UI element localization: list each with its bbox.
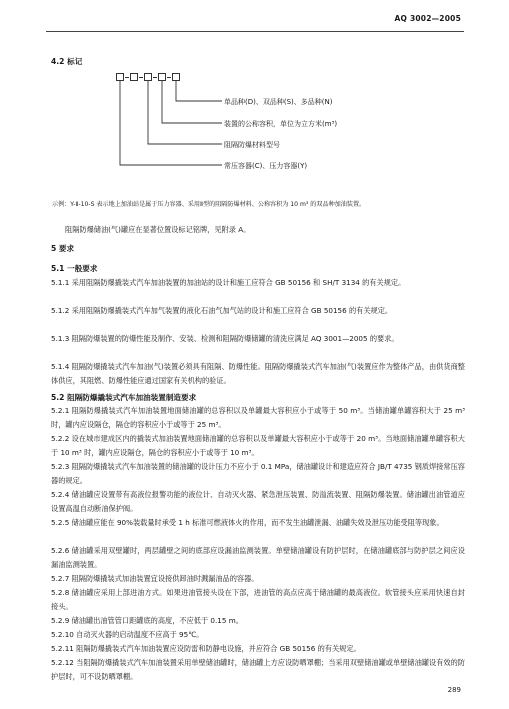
annotation-volume: 装置的公称容积，单位为立方米(m³) bbox=[224, 120, 338, 128]
annotation-variety: 单品种(D)、双品种(S)、多品种(N) bbox=[224, 98, 333, 106]
paragraph-5-2-11: 5.2.11 阻隔防爆撬装式汽车加油装置应设防雷和防静电设施，并应符合 GB 50156 的有关规定。 bbox=[51, 644, 361, 653]
marking-code-diagram bbox=[116, 73, 416, 193]
paragraph-5-2-8: 5.2.8 储油罐应采用上部进油方式。如果进油管接头设在下部，进油管的高点应高于储油罐的最高液位。软管接头应采用快速自封接头。 bbox=[51, 588, 465, 611]
paragraph-5-2-5: 5.2.5 储油罐应能在 90%装载量时承受 1 h 标准可燃液体火的作用，而不发生油罐泄漏、油罐失效及泄压功能受阻等现象。 bbox=[51, 518, 444, 527]
paragraph-5-1-1: 5.1.1 采用阻隔防爆撬装式汽车加油装置的加油站的设计和施工应符合 GB 50156 和 SH/T 3134 的有关规定。 bbox=[51, 278, 406, 287]
annotation-material-type: 阻隔防爆材料型号 bbox=[224, 141, 280, 149]
paragraph-5-2-9: 5.2.9 储油罐出油管管口距罐底的高度，不应低于 0.15 m。 bbox=[51, 616, 243, 625]
standard-code: AQ 3002—2005 bbox=[394, 14, 461, 23]
section-5-1-heading: 5.1 一般要求 bbox=[51, 264, 98, 273]
paragraph-5-2-1: 5.2.1 阻隔防爆撬装式汽车加油装置地面储油罐的总容积以及单罐最大容积应小于或等于 50 m³。当储油罐单罐容积大于 25 m³ 时，罐内应设隔仓，隔仓的容积应小于或等于 25 m³。 bbox=[51, 406, 465, 429]
page-number: 289 bbox=[447, 686, 461, 694]
paragraph-5-1-4: 5.1.4 阻隔防爆撬装式汽车加油(气)装置必须具有阻隔、防爆性能。阻隔防爆撬装式汽车加油(气)装置应作为整体产品，由供货商整体供应，其阻燃、防爆性能应通过国家有关机构的验证。 bbox=[51, 362, 465, 385]
paragraph-5-1-3: 5.1.3 阻隔防爆装置的防爆性能及制作、安装、检测和阻隔防爆储罐的清洗应满足 AQ 3001—2005 的要求。 bbox=[51, 334, 399, 343]
example-note: 示例：Y-Ⅱ-10-S 表示地上加油站是属于压力容器、采用Ⅱ型的阻隔防爆材料、公称容积为 10 m³ 的双品种加油装置。 bbox=[52, 201, 366, 208]
paragraph-5-2-12: 5.2.12 当阻隔防爆撬装式汽车加油装置采用单壁储油罐时，储油罐上方应设防晒罩棚；当采用双壁储油罐或单壁储油罐设有效的防护层时，可不设防晒罩棚。 bbox=[51, 658, 465, 681]
code-leader-lines bbox=[116, 73, 416, 193]
marking-plate-note: 阻隔防爆储油(气)罐应在显著位置设标记铭牌，见附录 A。 bbox=[65, 225, 251, 234]
header-rule bbox=[46, 31, 464, 32]
annotation-vessel-type: 常压容器(C)、压力容器(Y) bbox=[224, 162, 308, 170]
paragraph-5-2-6: 5.2.6 储油罐采用双壁罐时，两层罐壁之间的底部应设漏油监测装置。单壁储油罐设有防护层时，在储油罐底部与防护层之间应设漏油监测装置。 bbox=[51, 546, 465, 569]
paragraph-5-2-7: 5.2.7 阻隔防爆撬装式加油装置宜设接供卸油时溅漏油品的容器。 bbox=[51, 574, 259, 583]
paragraph-5-1-2: 5.1.2 采用阻隔防爆撬装式汽车加气装置的液化石油气加气站的设计和施工应符合 GB 50156 的有关规定。 bbox=[51, 306, 393, 315]
section-5-heading: 5 要求 bbox=[51, 244, 75, 253]
paragraph-5-2-4: 5.2.4 储油罐应设置带有高液位报警功能的液位计、自动灭火器、紧急泄压装置、防溢流装置、阻隔防爆装置。储油罐出油管道应设置高温自动断油保护阀。 bbox=[51, 490, 465, 513]
section-4-2-heading: 4.2 标记 bbox=[51, 57, 83, 66]
paragraph-5-2-3: 5.2.3 阻隔防爆撬装式汽车加油装置的储油罐的设计压力不应小于 0.1 MPa，储油罐设计和建造应符合 JB/T 4735 钢质焊接常压容器的规定。 bbox=[51, 462, 465, 485]
section-5-2-heading: 5.2 阻隔防爆撬装式汽车加油装置制造要求 bbox=[51, 393, 197, 402]
paragraph-5-2-2: 5.2.2 设在城市建成区内的撬装式加油装置地面储油罐的总容积以及单罐最大容积应小于或等于 20 m³。当地面储油罐单罐容积大于 10 m³ 时，罐内应设隔仓，隔仓的容积应小于或等于 10 m³。 bbox=[51, 434, 465, 457]
paragraph-5-2-10: 5.2.10 自动灭火器的启动温度不应高于 95℃。 bbox=[51, 630, 204, 639]
